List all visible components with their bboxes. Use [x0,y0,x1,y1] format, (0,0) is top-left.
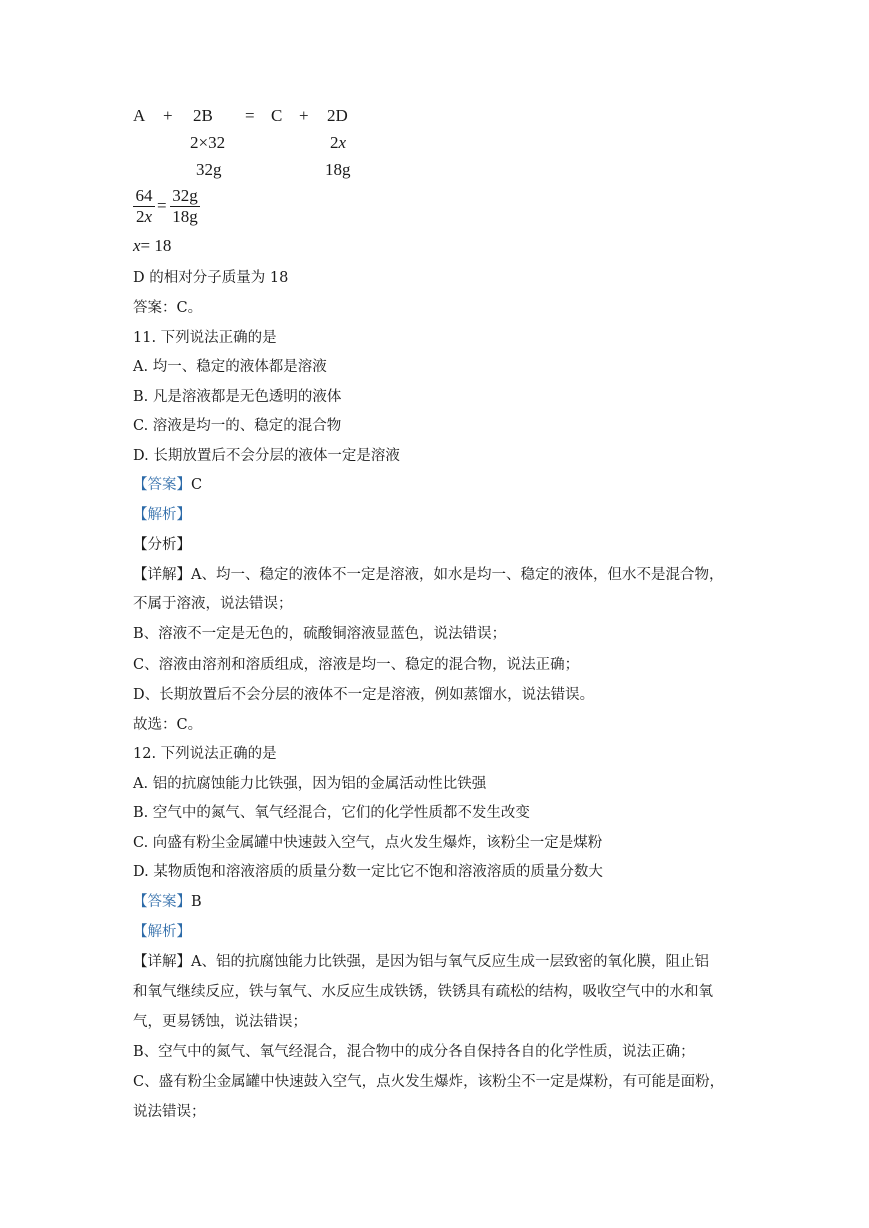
mass-ratio-row [133,133,373,153]
fraction-left-den-coef: 2 [135,207,145,226]
question-11-option-c: C. 溶液是均一的、稳定的混合物 [133,418,342,434]
fraction-equals-sign: = [157,196,167,215]
question-12-detail-line: B、空气中的氮气、氧气经混合，混合物中的成分各自保持各自的化学性质，说法正确； [133,1044,695,1060]
question-12-stem: 12. 下列说法正确的是 [133,746,277,762]
fraction-equals [157,196,167,216]
result-line [133,236,171,256]
question-12-analysis-tag: 【解析】 [133,924,191,940]
question-12-detail-line: 气，更易锈蚀，说法错误； [133,1014,307,1030]
mass-ratio-d-coef: 2 [330,133,339,152]
question-11-option-d: D. 长期放置后不会分层的液体一定是溶液 [133,448,400,464]
answer-line: 答案：C。 [133,300,203,316]
eq-plus: + [299,106,309,125]
question-11-fenxi-tag: 【分析】 [133,537,191,553]
question-11-conclusion: 故选：C。 [133,717,203,733]
question-12-option-b: B. 空气中的氮气、氧气经混合，它们的化学性质都不发生改变 [133,805,530,821]
eq-b: 2B [193,106,213,125]
question-12-option-c: C. 向盛有粉尘金属罐中快速鼓入空气，点火发生爆炸，该粉尘一定是煤粉 [133,835,603,851]
question-11-detail-line: C、溶液由溶剂和溶质组成，溶液是均一、稳定的混合物，说法正确； [133,657,580,673]
fraction-right-den: 18g [172,207,198,226]
question-11-detail-line: B、溶液不一定是无色的，硫酸铜溶液显蓝色，说法错误； [133,626,507,642]
equation-row [133,106,373,126]
actual-mass-row [133,160,373,180]
fraction-left-num: 64 [135,186,153,205]
mass-ratio-d [330,133,346,153]
detail-text: A、均一、稳定的液体不一定是溶液，如水是均一、稳定的液体，但水不是混合物， [191,567,724,583]
question-11-detail-line: D、长期放置后不会分层的液体不一定是溶液，例如蒸馏水，说法错误。 [133,687,595,703]
fraction-left-den-var: x [144,207,153,226]
result-value: = 18 [140,236,172,255]
eq-equals: = [245,106,255,125]
question-12-detail-line: 和氧气继续反应，铁与氧气、水反应生成铁锈，铁锈具有疏松的结构，吸收空气中的水和氧 [133,984,713,1000]
eq-a: A [133,106,146,125]
eq-c: C [271,106,283,125]
eq-d: 2D [327,106,348,125]
answer-value: C [191,477,203,493]
question-12-detail-line: 说法错误； [133,1104,206,1120]
question-11-detail-line [133,563,723,584]
question-12-detail-line [133,950,709,971]
question-12-detail-line: C、盛有粉尘金属罐中快速鼓入空气，点火发生爆炸，该粉尘不一定是煤粉，有可能是面粉， [133,1074,725,1090]
answer-tag: 【答案】 [133,477,191,493]
question-11-option-b: B. 凡是溶液都是无色透明的液体 [133,389,342,405]
fraction-left [133,186,155,227]
mass-ratio-b: 2×32 [190,133,226,152]
answer-tag: 【答案】 [133,894,191,910]
result-var: x [133,236,141,255]
actual-mass-d: 18g [325,160,351,179]
fraction-right [170,186,200,227]
question-12-option-d: D. 某物质饱和溶液溶质的质量分数一定比它不饱和溶液溶质的质量分数大 [133,864,603,880]
question-11-stem: 11. 下列说法正确的是 [133,330,277,346]
fraction-right-num: 32g [172,186,198,205]
eq-plus: + [163,106,173,125]
fraction-left-den [133,207,155,227]
question-12-option-a: A. 铝的抗腐蚀能力比铁强，因为铝的金属活动性比铁强 [133,776,487,792]
question-11-option-a: A. 均一、稳定的液体都是溶液 [133,359,327,375]
question-12-answer [133,890,202,911]
detail-text: A、铝的抗腐蚀能力比铁强，是因为铝与氧气反应生成一层致密的氧化膜，阻止铝 [191,954,709,970]
detail-tag: 【详解】 [133,954,191,970]
conclusion-line: D 的相对分子质量为 18 [133,270,289,286]
answer-value: B [191,894,202,910]
detail-tag: 【详解】 [133,567,191,583]
question-11-analysis-tag: 【解析】 [133,507,191,523]
actual-mass-b: 32g [196,160,222,179]
question-11-answer [133,473,202,494]
question-11-detail-line: 不属于溶液，说法错误； [133,596,293,612]
mass-ratio-d-var: x [338,133,347,152]
